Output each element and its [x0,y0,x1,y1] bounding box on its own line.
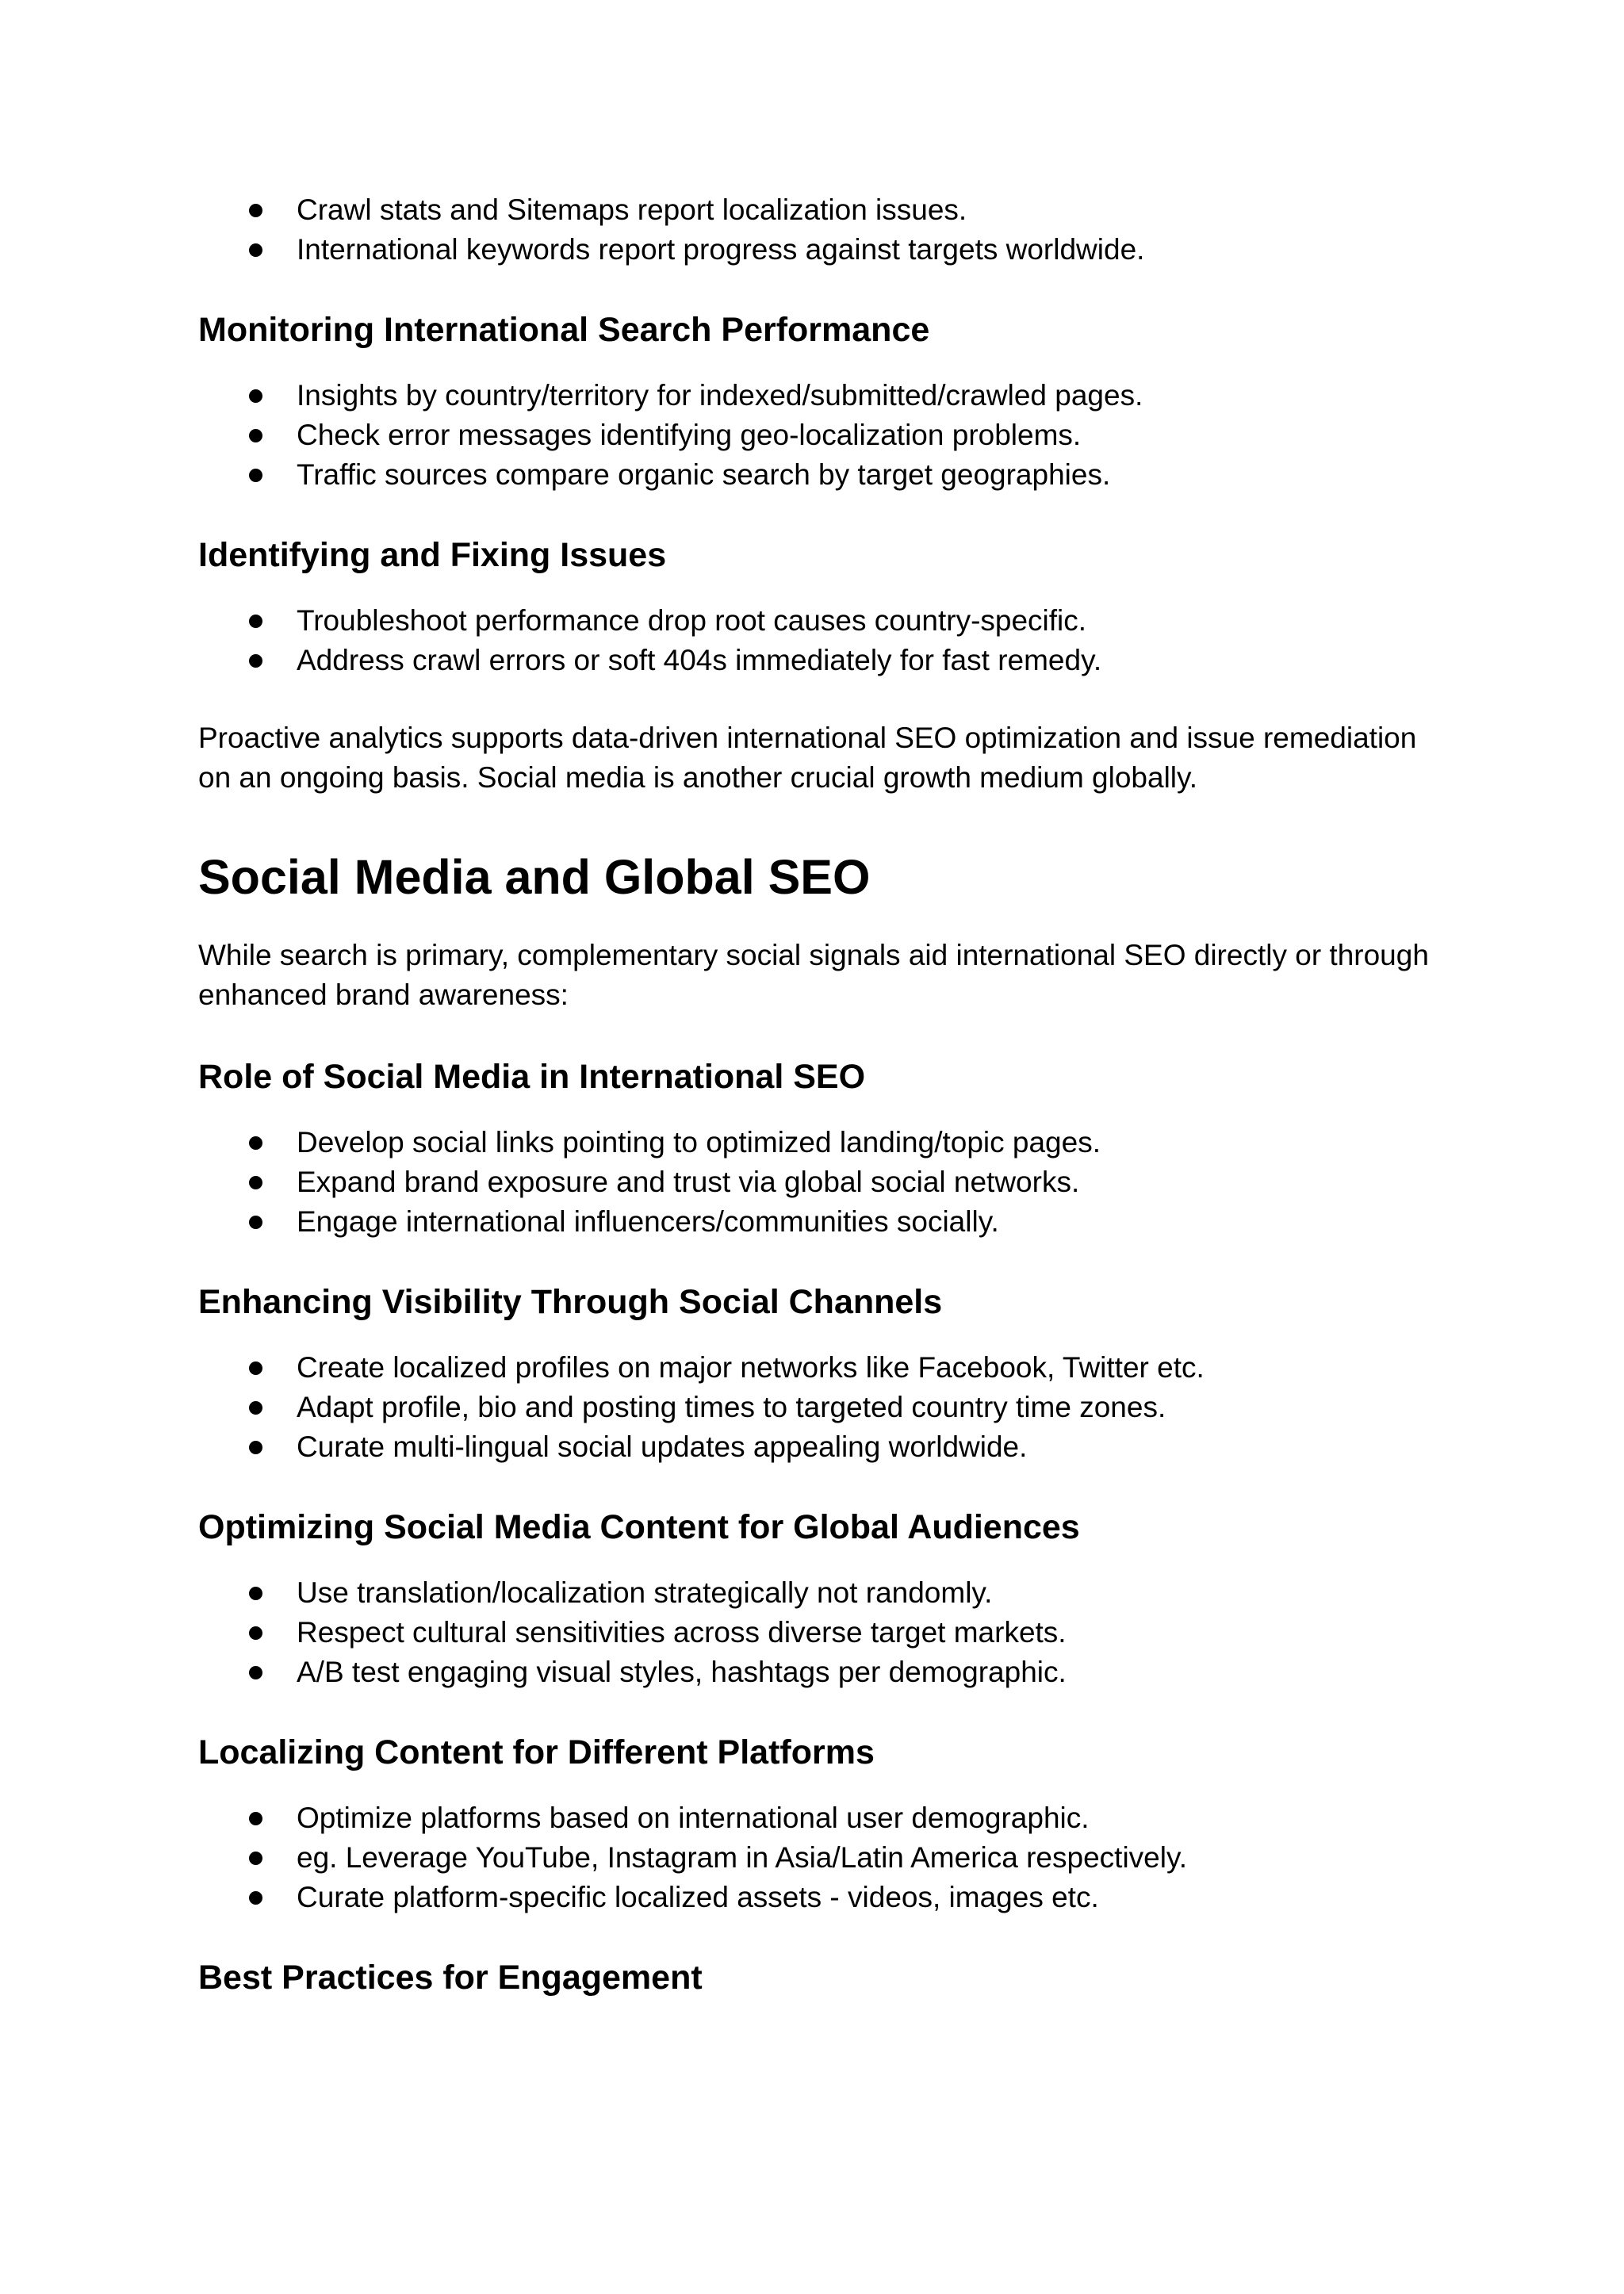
localizing-heading: Localizing Content for Different Platforms [198,1733,875,1771]
bullet-icon [249,429,262,442]
list-item [198,1123,1435,1162]
list-item-text: Curate multi-lingual social updates appealing worldwide. [297,1430,1028,1463]
bullet-icon [249,654,262,668]
list-item-text: Respect cultural sensitivities across diverse target markets. [297,1616,1067,1649]
list-item [198,1653,1435,1692]
list-item-text: Use translation/localization strategically not randomly. [297,1576,993,1609]
list-item-text: Create localized profiles on major networks like Facebook, Twitter etc. [297,1351,1205,1384]
bullet-icon [249,1812,262,1825]
bullet-icon [249,1216,262,1229]
visibility-heading: Enhancing Visibility Through Social Channels [198,1283,943,1321]
list-item-text: Traffic sources compare organic search by target geographies. [297,458,1111,491]
list-item [198,1348,1435,1388]
bullet-icon [249,615,262,628]
bullet-icon [249,389,262,403]
list-item-text: Crawl stats and Sitemaps report localization issues. [297,193,967,226]
role-heading: Role of Social Media in International SEO [198,1058,866,1096]
bullet-icon [249,1361,262,1375]
issues-heading: Identifying and Fixing Issues [198,536,667,574]
closing-paragraph: Proactive analytics supports data-driven international SEO optimization and issue remediation on an ongoing basis. Social media is another crucial growth medium globally. [198,722,1417,794]
list-item-text: Address crawl errors or soft 404s immediately for fast remedy. [297,644,1102,676]
list-item [198,455,1435,495]
bullet-icon [249,1401,262,1415]
list-item [198,1573,1435,1613]
list-item [198,1838,1435,1878]
list-item-text: Adapt profile, bio and posting times to targeted country time zones. [297,1391,1166,1423]
list-item-text: Troubleshoot performance drop root causes country-specific. [297,604,1087,637]
monitoring-heading: Monitoring International Search Performance [198,311,930,349]
list-item [198,641,1435,680]
section-title: Social Media and Global SEO [198,850,871,904]
bullet-icon [249,1136,262,1150]
bullet-icon [249,469,262,482]
bullet-icon [249,1891,262,1905]
best-practices-heading: Best Practices for Engagement [198,1959,703,1997]
list-item [198,1427,1435,1467]
localizing-list [198,1798,1435,1917]
top-bullet-list [198,190,1435,270]
visibility-list [198,1348,1435,1467]
optimizing-list [198,1573,1435,1692]
list-item [198,416,1435,455]
list-item [198,1202,1435,1242]
list-item-text: Curate platform-specific localized assets - videos, images etc. [297,1881,1099,1913]
list-item-text: Check error messages identifying geo-localization problems. [297,419,1082,451]
bullet-icon [249,1587,262,1600]
list-item [198,1162,1435,1202]
list-item [198,1878,1435,1917]
bullet-icon [249,1666,262,1679]
bullet-icon [249,1626,262,1640]
bullet-icon [249,1852,262,1865]
section-intro: While search is primary, complementary social signals aid international SEO directly or through enhanced brand awareness: [198,939,1429,1011]
optimizing-heading: Optimizing Social Media Content for Global Audiences [198,1508,1080,1546]
issues-list [198,601,1435,680]
monitoring-list [198,376,1435,495]
list-item-text: Develop social links pointing to optimized landing/topic pages. [297,1126,1101,1158]
list-item-text: Optimize platforms based on international user demographic. [297,1802,1090,1834]
list-item-text: International keywords report progress against targets worldwide. [297,233,1145,266]
list-item [198,230,1435,270]
list-item-text: A/B test engaging visual styles, hashtags per demographic. [297,1656,1067,1688]
list-item-text: Insights by country/territory for indexed/submitted/crawled pages. [297,379,1143,412]
list-item [198,376,1435,416]
list-item-text: Expand brand exposure and trust via global social networks. [297,1166,1080,1198]
role-list [198,1123,1435,1242]
list-item [198,1388,1435,1427]
list-item [198,601,1435,641]
list-item-text: eg. Leverage YouTube, Instagram in Asia/Latin America respectively. [297,1841,1187,1874]
bullet-icon [249,1176,262,1189]
list-item-text: Engage international influencers/communities socially. [297,1205,999,1238]
bullet-icon [249,243,262,257]
document-content [198,190,1435,2000]
list-item [198,190,1435,230]
list-item [198,1798,1435,1838]
bullet-icon [249,204,262,217]
list-item [198,1613,1435,1653]
bullet-icon [249,1441,262,1454]
